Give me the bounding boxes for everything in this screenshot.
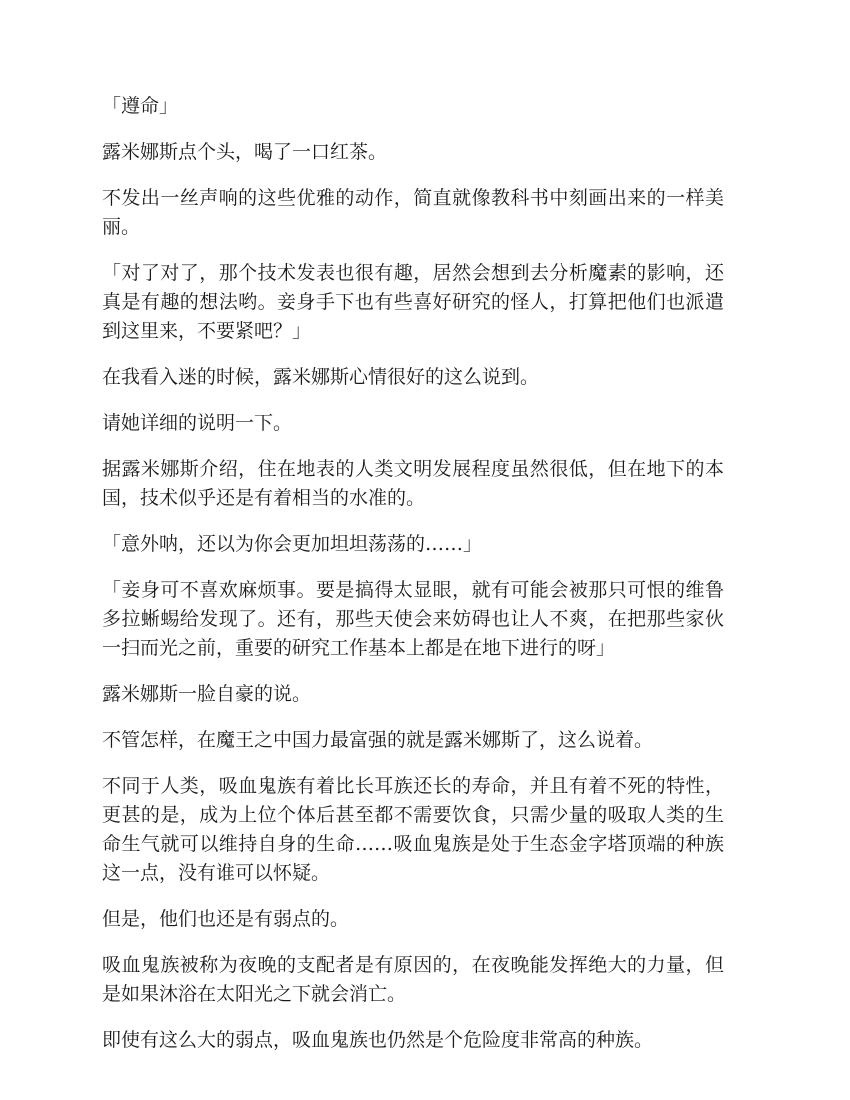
paragraph-10: 露米娜斯一脸自豪的说。	[102, 683, 312, 705]
document-page	[102, 92, 724, 1072]
paragraph-9: 「妾身可不喜欢麻烦事。要是搞得太显眼，就有可能会被那只可恨的维鲁多拉蜥蜴给发现了。还有，那些天使会来妨碍也让人不爽，在把那些家伙一扫而光之前，重要的研究工作基本上都是在地下进行的呀」	[102, 579, 724, 659]
paragraph-1: 「遵命」	[102, 95, 179, 117]
paragraph-4: 「对了对了，那个技术发表也很有趣，居然会想到去分析魔素的影响，还真是有趣的想法哟。妾身手下也有些喜好研究的怪人，打算把他们也派遣到这里来，不要紧吧？」	[102, 262, 724, 342]
paragraph-8: 「意外呐，还以为你会更加坦坦荡荡的……」	[102, 533, 483, 555]
paragraph-7: 据露米娜斯介绍，住在地表的人类文明发展程度虽然很低，但在地下的本国，技术似乎还是有着相当的水准的。	[102, 458, 724, 509]
paragraph-2: 露米娜斯点个头，喝了一口红茶。	[102, 141, 388, 163]
paragraph-12: 不同于人类，吸血鬼族有着比长耳族还长的寿命，并且有着不死的特性，更甚的是，成为上位个体后甚至都不需要饮食，只需少量的吸取人类的生命生气就可以维持自身的生命……吸血鬼族是处于生态金字塔顶端的种族这一点，没有谁可以怀疑。	[102, 775, 724, 884]
paragraph-6: 请她详细的说明一下。	[102, 412, 293, 434]
paragraph-13: 但是，他们也还是有弱点的。	[102, 908, 350, 930]
paragraph-5: 在我看入迷的时候，露米娜斯心情很好的这么说到。	[102, 366, 540, 388]
paragraph-15: 即使有这么大的弱点，吸血鬼族也仍然是个危险度非常高的种族。	[102, 1029, 654, 1051]
paragraph-14: 吸血鬼族被称为夜晚的支配者是有原因的，在夜晚能发挥绝大的力量，但是如果沐浴在太阳光之下就会消亡。	[102, 954, 724, 1005]
paragraph-3: 不发出一丝声响的这些优雅的动作，简直就像教科书中刻画出来的一样美丽。	[102, 187, 724, 238]
paragraph-11: 不管怎样，在魔王之中国力最富强的就是露米娜斯了，这么说着。	[102, 729, 654, 751]
